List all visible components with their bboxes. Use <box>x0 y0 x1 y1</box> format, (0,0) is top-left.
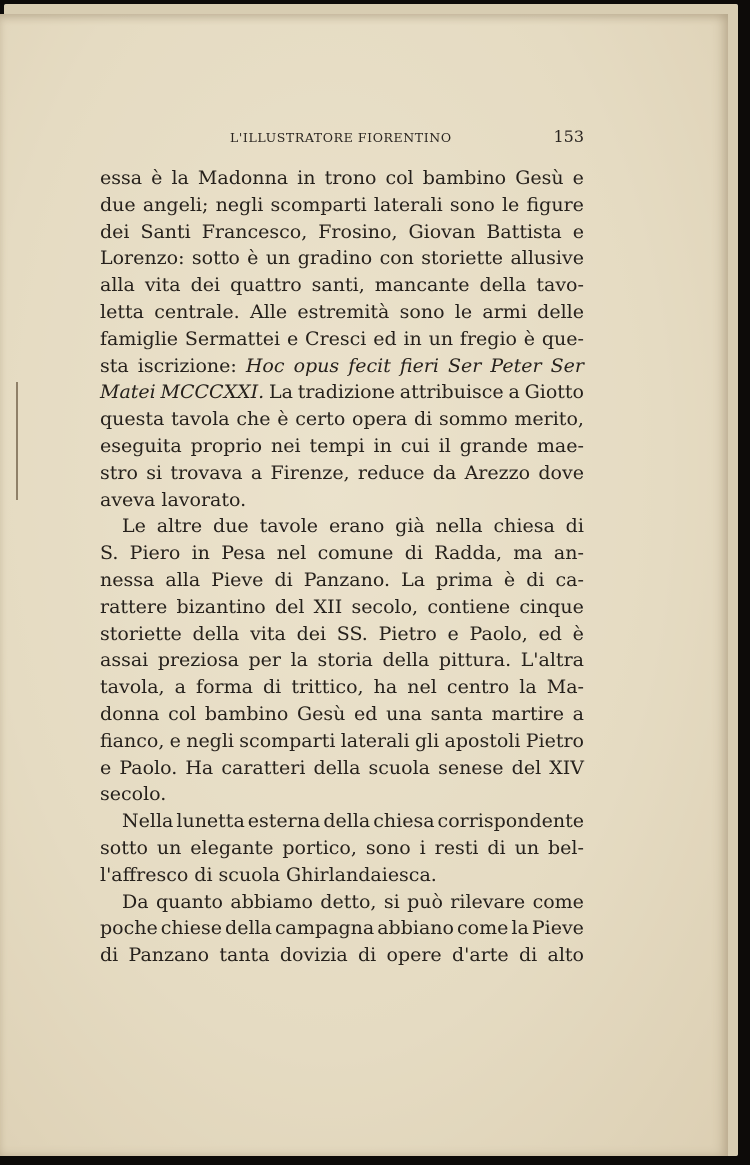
word: in <box>191 542 210 565</box>
word: iscrizione: <box>137 354 237 377</box>
running-head: L'ILLUSTRATORE FIORENTINO <box>230 130 452 145</box>
word: è <box>151 167 163 189</box>
word: chiesa <box>373 810 435 833</box>
word: erano <box>328 515 385 538</box>
word: come <box>532 890 584 913</box>
word: famiglie <box>100 327 179 350</box>
word: Ser <box>448 354 482 377</box>
word: essa <box>100 167 143 189</box>
text-line <box>100 540 584 567</box>
word: con <box>379 247 414 270</box>
word: La <box>401 568 426 591</box>
word: dei <box>190 274 221 297</box>
word: campagna <box>274 917 375 940</box>
word: secolo, <box>351 595 419 618</box>
word: a <box>572 702 584 725</box>
word: Le <box>122 515 146 538</box>
word: nel <box>407 676 437 699</box>
word: aveva <box>100 488 156 511</box>
word: di <box>100 944 119 967</box>
text-line <box>100 889 584 916</box>
word: chiesa <box>493 515 555 538</box>
word: della <box>382 649 430 672</box>
word: eseguita <box>100 434 182 457</box>
text-line <box>100 219 584 246</box>
word: Cresci <box>305 327 367 350</box>
word: bambino <box>422 167 507 189</box>
word: que- <box>541 327 584 350</box>
word: abbiamo <box>230 890 313 913</box>
word: donna <box>100 702 160 725</box>
word: lavorato. <box>161 488 247 511</box>
word: i <box>419 836 426 859</box>
text-line <box>100 621 584 648</box>
word: detto, <box>320 890 377 913</box>
word: sommo <box>438 408 508 431</box>
word: resti <box>434 836 479 859</box>
word: trittico, <box>291 676 364 699</box>
word: laterali <box>373 193 443 216</box>
word: dovizia <box>279 944 348 967</box>
word: sono <box>449 193 495 216</box>
word: Da <box>122 890 149 913</box>
word: alla <box>165 568 201 591</box>
word: XII <box>313 595 343 618</box>
word: Pietro <box>378 622 437 645</box>
word: mancante <box>374 274 470 297</box>
word: La <box>268 381 293 404</box>
word: fregio <box>459 327 517 350</box>
text-line <box>100 594 584 621</box>
text-line <box>100 701 584 728</box>
word: assai <box>100 649 149 672</box>
word: caratteri <box>221 756 306 779</box>
word: di <box>194 863 213 886</box>
text-line <box>100 862 584 889</box>
word: per <box>248 649 281 672</box>
word: fianco, <box>100 729 165 752</box>
word: Alle <box>249 300 288 323</box>
word: Radda, <box>434 542 502 565</box>
word: come <box>457 917 509 940</box>
word: Panzano. <box>303 568 390 591</box>
text-line <box>100 674 584 701</box>
word: di <box>487 836 506 859</box>
word: è <box>503 568 516 591</box>
word: è <box>247 247 259 270</box>
word: Pieve <box>531 917 584 940</box>
word: sono <box>365 836 411 859</box>
word: centro <box>446 676 510 699</box>
word: cui <box>400 434 430 457</box>
word: trono <box>324 167 377 189</box>
text-line <box>100 513 584 540</box>
word: Paolo. <box>119 756 178 779</box>
word: col <box>168 702 197 725</box>
text-line <box>100 353 584 380</box>
word: e <box>286 327 299 350</box>
word: storiette <box>100 622 182 645</box>
word: della <box>313 756 361 779</box>
word: si <box>146 461 163 484</box>
word: tavole <box>259 515 319 538</box>
text-line <box>100 728 584 755</box>
word: contiene <box>427 595 511 618</box>
word: fecit <box>348 354 391 377</box>
word: esterna <box>247 810 321 833</box>
word: Frosino, <box>318 220 398 243</box>
word: santi, <box>311 274 365 297</box>
word: Firenze, <box>270 461 350 484</box>
word: in <box>403 327 422 350</box>
word: portico, <box>282 836 357 859</box>
word: Piero <box>129 542 181 565</box>
word: di <box>565 515 584 538</box>
word: merito, <box>514 408 584 431</box>
word: storiette <box>421 247 504 270</box>
word: di <box>263 676 282 699</box>
word: letta <box>100 300 144 323</box>
word: la <box>511 917 529 940</box>
word: ed <box>538 622 562 645</box>
word: Ser <box>550 354 584 377</box>
word: cinque <box>519 595 584 618</box>
word: ca- <box>555 568 584 591</box>
word: forma <box>196 676 253 699</box>
word: quanto <box>155 890 223 913</box>
word: sta <box>100 354 129 377</box>
word: ed <box>373 327 397 350</box>
word: le <box>501 193 520 216</box>
word: un <box>514 836 540 859</box>
word: proprio <box>190 434 263 457</box>
binding-thread <box>16 382 18 500</box>
word: an- <box>553 542 584 565</box>
word: del <box>511 756 542 779</box>
word: Gesù <box>515 167 564 189</box>
word: a <box>508 381 520 404</box>
body-text <box>100 165 584 969</box>
word: alla <box>100 274 135 297</box>
word: Arezzo <box>464 461 531 484</box>
word: martire <box>491 702 564 725</box>
word: di <box>357 944 377 967</box>
word: nessa <box>100 568 155 591</box>
text-line <box>100 192 584 219</box>
word: delle <box>537 300 584 323</box>
word: della <box>323 810 371 833</box>
word: è <box>277 408 289 431</box>
word: Nella <box>122 810 174 833</box>
word: centrale. <box>154 300 240 323</box>
word: angeli; <box>142 193 209 216</box>
word: quattro <box>230 274 302 297</box>
word: Santi <box>140 220 191 243</box>
word: vita <box>250 622 286 645</box>
word: scomparti <box>270 193 367 216</box>
word: Gesù <box>296 702 346 725</box>
word: un <box>156 836 182 859</box>
word: scomparti <box>239 729 336 752</box>
word: rilevare <box>450 890 526 913</box>
word: attribuisce <box>399 381 504 404</box>
text-line <box>100 835 584 862</box>
word: preziosa <box>157 649 239 672</box>
word: Battista <box>486 220 562 243</box>
word: trovava <box>170 461 243 484</box>
word: dove <box>538 461 584 484</box>
word: tempi <box>309 434 365 457</box>
word: gradino <box>297 247 373 270</box>
word: a <box>174 676 186 699</box>
word: Hoc <box>245 354 285 377</box>
text-line <box>100 487 584 514</box>
text-line <box>100 460 584 487</box>
word: rattere <box>100 595 168 618</box>
word: da <box>432 461 457 484</box>
word: storia <box>317 649 373 672</box>
word: negli <box>215 193 264 216</box>
word: si <box>383 890 400 913</box>
word: allusive <box>510 247 584 270</box>
text-line <box>100 165 584 192</box>
word: abbiano <box>377 917 454 940</box>
word: nei <box>270 434 301 457</box>
word: gli <box>414 729 440 752</box>
word: MCCCXXI. <box>160 381 265 404</box>
word: di <box>518 944 538 967</box>
word: senese <box>438 756 504 779</box>
text-line <box>100 781 584 808</box>
word: la <box>171 167 189 189</box>
word: estremità <box>297 300 390 323</box>
word: di <box>404 542 423 565</box>
word: sotto <box>100 836 148 859</box>
word: alto <box>547 944 584 967</box>
word: lunetta <box>176 810 245 833</box>
text-line <box>100 245 584 272</box>
word: stro <box>100 461 138 484</box>
text-line <box>100 755 584 782</box>
word: opere <box>386 944 442 967</box>
word: chiese <box>160 917 222 940</box>
word: di <box>526 568 545 591</box>
word: della <box>192 622 240 645</box>
word: col <box>385 167 414 189</box>
word: scuola <box>368 756 430 779</box>
word: di <box>414 408 433 431</box>
word: opera <box>352 408 408 431</box>
text-line <box>100 808 584 835</box>
text-line <box>100 406 584 433</box>
word: negli <box>186 729 234 752</box>
word: l'affresco <box>100 863 189 886</box>
word: un <box>428 327 454 350</box>
word: in <box>373 434 392 457</box>
word: può <box>407 890 443 913</box>
word: poche <box>100 917 158 940</box>
word: e <box>572 220 584 243</box>
word: fieri <box>399 354 439 377</box>
word: ed <box>354 702 378 725</box>
text-line <box>100 647 584 674</box>
word: reduce <box>357 461 425 484</box>
word: dei <box>100 220 130 243</box>
word: prima <box>436 568 493 591</box>
word: due <box>213 515 249 538</box>
word: Matei <box>100 381 156 404</box>
word: apostoli <box>444 729 521 752</box>
word: e <box>572 167 584 189</box>
word: corrispondente <box>437 810 584 833</box>
word: sono <box>399 300 445 323</box>
word: e <box>100 756 112 779</box>
text-line <box>100 433 584 460</box>
word: tavo- <box>536 274 584 297</box>
word: questa <box>100 408 165 431</box>
word: mae- <box>536 434 584 457</box>
word: bel- <box>548 836 584 859</box>
word: secolo. <box>100 783 167 806</box>
word: d'arte <box>451 944 509 967</box>
word: SS. <box>336 622 368 645</box>
word: Lorenzo: <box>100 247 185 270</box>
word: e <box>447 622 459 645</box>
word: è <box>523 327 536 350</box>
word: è <box>572 622 584 645</box>
word: Giovan <box>408 220 476 243</box>
page-number: 153 <box>553 127 584 146</box>
word: la <box>290 649 308 672</box>
word: XIV <box>549 756 584 779</box>
text-line <box>100 379 584 406</box>
text-line <box>100 299 584 326</box>
word: Peter <box>490 354 542 377</box>
word: comune <box>317 542 394 565</box>
word: le <box>454 300 473 323</box>
word: Francesco, <box>201 220 308 243</box>
word: Ma- <box>546 676 584 699</box>
word: e <box>169 729 181 752</box>
word: grande <box>459 434 528 457</box>
word: tanta <box>219 944 270 967</box>
word: Panzano <box>128 944 210 967</box>
word: sotto <box>191 247 240 270</box>
word: Pieve <box>211 568 264 591</box>
word: a <box>250 461 263 484</box>
word: pittura. <box>438 649 512 672</box>
word: già <box>395 515 425 538</box>
word: figure <box>526 193 584 216</box>
word: Giotto <box>524 381 584 404</box>
word: della <box>479 274 527 297</box>
word: Madonna <box>197 167 289 189</box>
word: tradizione <box>297 381 396 404</box>
word: certo <box>295 408 346 431</box>
word: scuola <box>218 863 281 886</box>
word: vita <box>144 274 181 297</box>
text-line <box>100 915 584 942</box>
word: nel <box>276 542 307 565</box>
word: laterali <box>340 729 410 752</box>
word: Ha <box>185 756 214 779</box>
word: la <box>519 676 537 699</box>
word: Ghirlandaiesca. <box>286 863 437 886</box>
word: bizantino <box>176 595 266 618</box>
word: Sermattei <box>184 327 281 350</box>
word: una <box>386 702 422 725</box>
word: due <box>100 193 136 216</box>
word: santa <box>430 702 483 725</box>
word: tavola <box>171 408 230 431</box>
word: opus <box>293 354 340 377</box>
word: Pietro <box>525 729 584 752</box>
word: armi <box>482 300 527 323</box>
word: nella <box>435 515 483 538</box>
page-header <box>100 122 584 152</box>
word: Pesa <box>221 542 266 565</box>
word: ha <box>373 676 398 699</box>
text-line <box>100 942 584 969</box>
text-line <box>100 272 584 299</box>
word: in <box>297 167 316 189</box>
word: L'altra <box>520 649 584 672</box>
word: della <box>225 917 272 940</box>
word: bambino <box>204 702 289 725</box>
word: che <box>236 408 271 431</box>
text-line <box>100 567 584 594</box>
word: Paolo, <box>469 622 528 645</box>
word: tavola, <box>100 676 165 699</box>
word: dei <box>296 622 327 645</box>
text-line <box>100 326 584 353</box>
word: S. <box>100 542 119 565</box>
word: il <box>438 434 451 457</box>
word: del <box>274 595 305 618</box>
word: elegante <box>190 836 274 859</box>
word: un <box>265 247 291 270</box>
word: altre <box>156 515 203 538</box>
word: ma <box>513 542 543 565</box>
word: di <box>274 568 293 591</box>
